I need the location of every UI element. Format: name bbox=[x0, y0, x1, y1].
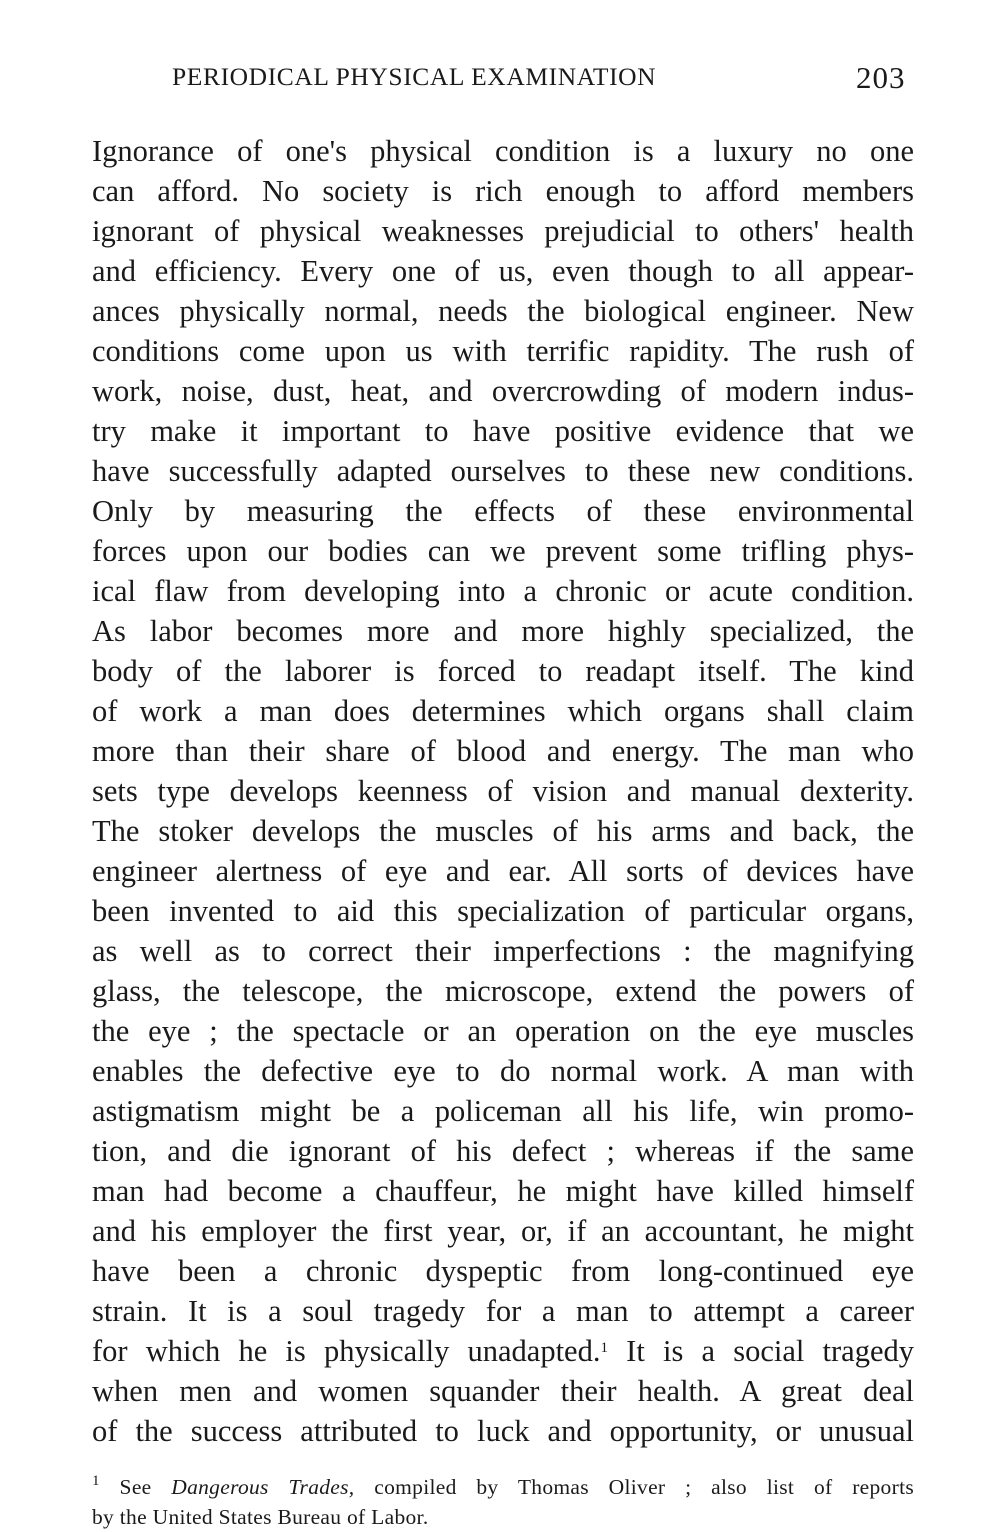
text-line: ances physically normal, needs the biological engineer. New bbox=[92, 294, 914, 328]
body-text bbox=[92, 131, 914, 1451]
text-line: ical flaw from developing into a chronic or acute condition. bbox=[92, 574, 914, 608]
text-line: strain. It is a soul tragedy for a man to attempt a career bbox=[92, 1294, 914, 1328]
running-title: PERIODICAL PHYSICAL EXAMINATION bbox=[172, 62, 657, 91]
text-line: of work a man does determines which organs shall claim bbox=[92, 694, 914, 728]
text-line: try make it important to have positive evidence that we bbox=[92, 414, 914, 448]
footnote-line: by the United States Bureau of Labor. bbox=[92, 1505, 429, 1529]
text-line: have successfully adapted ourselves to these new conditions. bbox=[92, 454, 914, 488]
text-line: and his employer the first year, or, if an accountant, he might bbox=[92, 1214, 914, 1248]
text-line: can afford. No society is rich enough to afford members bbox=[92, 174, 914, 208]
text-segment: It is a social tragedy bbox=[607, 1334, 915, 1368]
text-line: man had become a chauffeur, he might have killed himself bbox=[92, 1174, 914, 1208]
text-line: of the success attributed to luck and opportunity, or unusual bbox=[92, 1414, 914, 1448]
text-line: when men and women squander their health. A great deal bbox=[92, 1374, 914, 1408]
text-line: astigmatism might be a policeman all his life, win promo- bbox=[92, 1094, 914, 1128]
footnote bbox=[92, 1472, 914, 1532]
footnote-reference: 1 bbox=[600, 1340, 608, 1356]
text-line: been invented to aid this specialization of particular organs, bbox=[92, 894, 914, 928]
text-line: The stoker develops the muscles of his arms and back, the bbox=[92, 814, 914, 848]
text-line: Only by measuring the effects of these environmental bbox=[92, 494, 914, 528]
text-line: work, noise, dust, heat, and overcrowding of modern indus- bbox=[92, 374, 914, 408]
text-line: have been a chronic dyspeptic from long-continued eye bbox=[92, 1254, 914, 1288]
cited-title: Dangerous Trades, bbox=[171, 1475, 355, 1499]
text-line: sets type develops keenness of vision and manual dexterity. bbox=[92, 774, 914, 808]
text-segment: for which he is physically unadapted. bbox=[92, 1334, 601, 1368]
footnote-text: compiled by Thomas Oliver ; also list of reports bbox=[354, 1475, 915, 1499]
text-line: forces upon our bodies can we prevent some trifling phys- bbox=[92, 534, 914, 568]
text-line: engineer alertness of eye and ear. All sorts of devices have bbox=[92, 854, 914, 888]
page-header bbox=[172, 62, 932, 98]
footnote-prefix: See bbox=[99, 1475, 172, 1499]
text-line: ignorant of physical weaknesses prejudicial to others' health bbox=[92, 214, 914, 248]
page-number: 203 bbox=[856, 60, 906, 95]
footnote-line bbox=[92, 1472, 914, 1502]
text-line: and efficiency. Every one of us, even though to all appear- bbox=[92, 254, 914, 288]
footnote-marker: 1 bbox=[92, 1473, 100, 1489]
text-line: As labor becomes more and more highly specialized, the bbox=[92, 614, 914, 648]
text-line bbox=[92, 1331, 914, 1371]
text-line: tion, and die ignorant of his defect ; whereas if the same bbox=[92, 1134, 914, 1168]
text-line: body of the laborer is forced to readapt itself. The kind bbox=[92, 654, 914, 688]
text-line: enables the defective eye to do normal work. A man with bbox=[92, 1054, 914, 1088]
text-line: the eye ; the spectacle or an operation on the eye muscles bbox=[92, 1014, 914, 1048]
text-line: more than their share of blood and energy. The man who bbox=[92, 734, 914, 768]
text-line: as well as to correct their imperfections : the magnifying bbox=[92, 934, 914, 968]
text-line: conditions come upon us with terrific rapidity. The rush of bbox=[92, 334, 914, 368]
text-line: glass, the telescope, the microscope, extend the powers of bbox=[92, 974, 914, 1008]
text-line: Ignorance of one's physical condition is a luxury no one bbox=[92, 134, 914, 168]
